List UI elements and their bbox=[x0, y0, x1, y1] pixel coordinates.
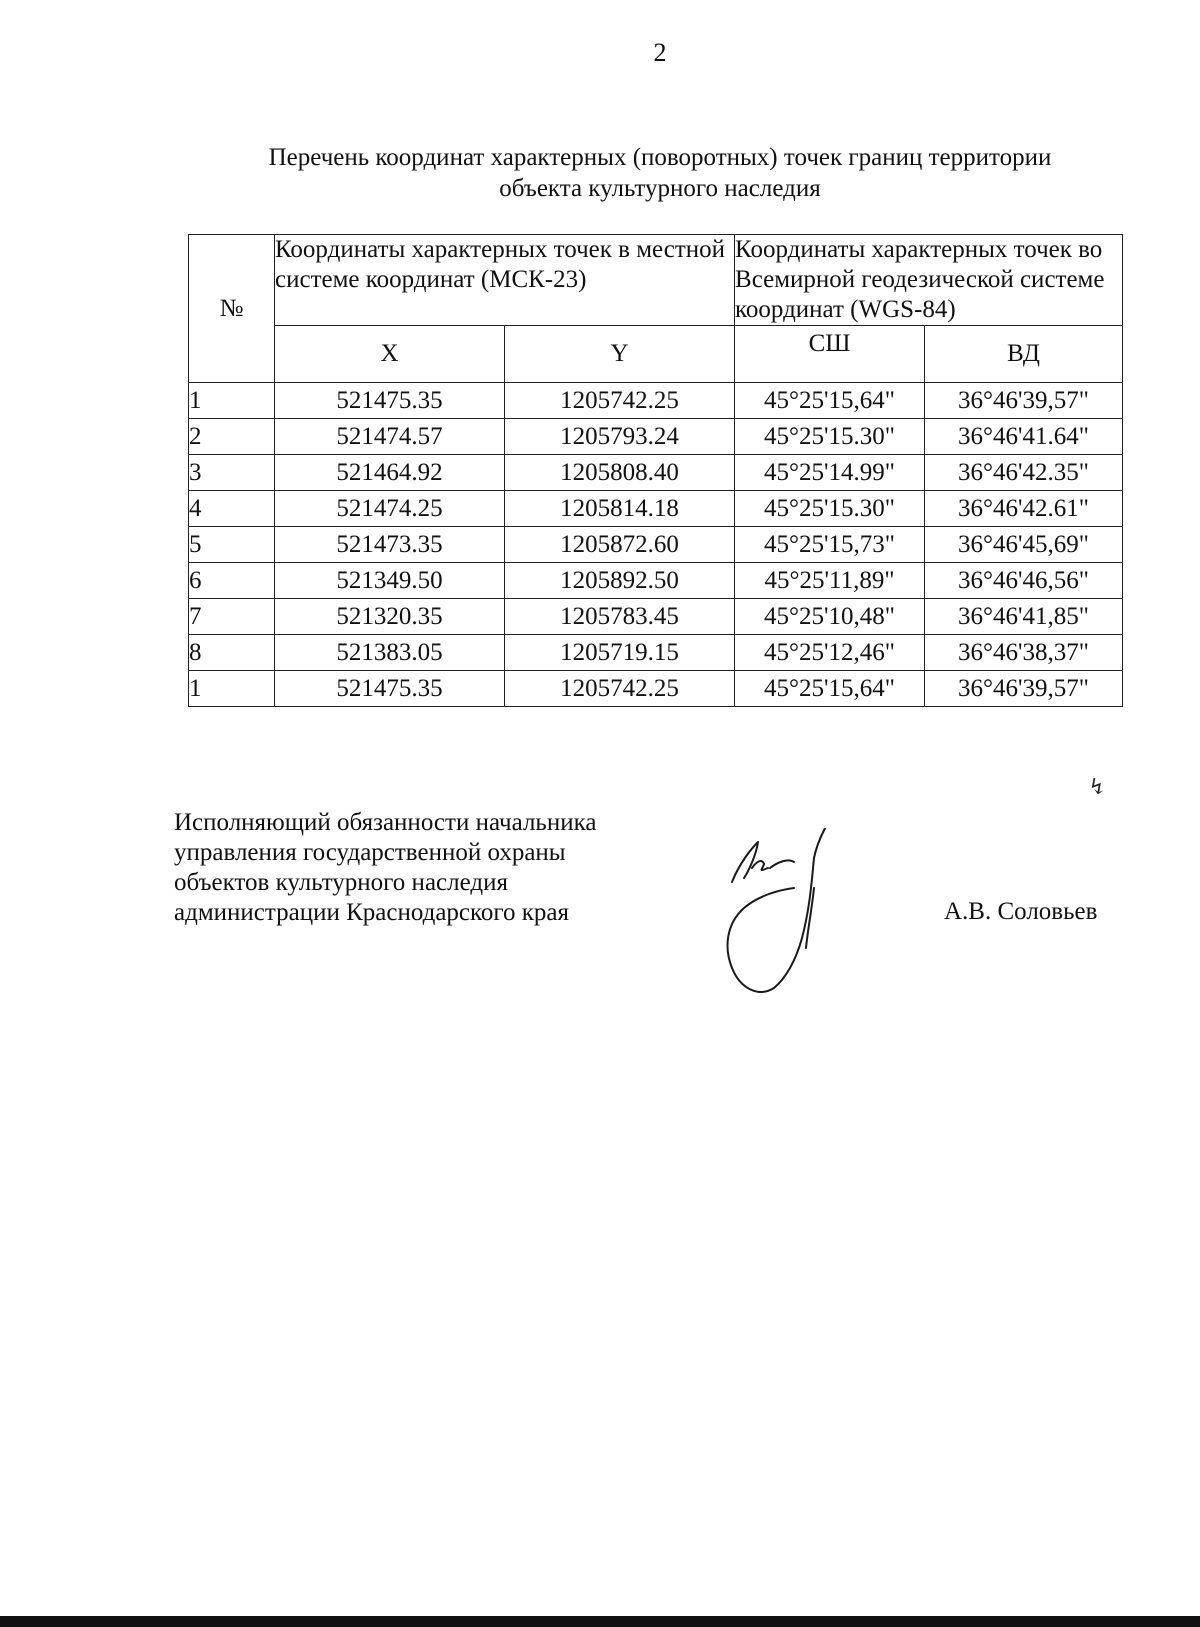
cell-north: 45°25'15,64" bbox=[735, 383, 925, 419]
cell-x: 521383.05 bbox=[275, 635, 505, 671]
title-line-2: объекта культурного наследия bbox=[499, 175, 821, 202]
table-row bbox=[189, 671, 1123, 707]
header-east-longitude: ВД bbox=[925, 326, 1123, 383]
cell-east: 36°46'42.61" bbox=[925, 491, 1123, 527]
header-local-coordinates: Координаты характерных точек в местной системе координат (МСК-23) bbox=[275, 235, 735, 326]
cell-number: 7 bbox=[189, 599, 275, 635]
header-number: № bbox=[189, 235, 275, 383]
cell-y: 1205872.60 bbox=[505, 527, 735, 563]
cell-north: 45°25'15,64" bbox=[735, 671, 925, 707]
cell-x: 521464.92 bbox=[275, 455, 505, 491]
header-x: X bbox=[275, 326, 505, 383]
cell-y: 1205808.40 bbox=[505, 455, 735, 491]
cell-east: 36°46'39,57" bbox=[925, 383, 1123, 419]
cell-north: 45°25'15.30" bbox=[735, 419, 925, 455]
scan-edge-bar bbox=[0, 1616, 1200, 1627]
cell-number: 1 bbox=[189, 383, 275, 419]
cell-east: 36°46'39,57" bbox=[925, 671, 1123, 707]
handwritten-signature-icon bbox=[718, 828, 858, 1033]
table-subheader-row bbox=[189, 326, 1123, 383]
cell-east: 36°46'38,37" bbox=[925, 635, 1123, 671]
table-row bbox=[189, 527, 1123, 563]
signatory-line-4: администрации Краснодарского края bbox=[174, 899, 570, 926]
page-number: 2 bbox=[653, 38, 667, 67]
cell-north: 45°25'12,46" bbox=[735, 635, 925, 671]
cell-number: 5 bbox=[189, 527, 275, 563]
cell-north: 45°25'10,48" bbox=[735, 599, 925, 635]
cell-x: 521474.57 bbox=[275, 419, 505, 455]
cell-number: 4 bbox=[189, 491, 275, 527]
table-row bbox=[189, 491, 1123, 527]
header-y: Y bbox=[505, 326, 735, 383]
signer-name: А.В. Соловьев bbox=[944, 898, 1098, 925]
table-header-row bbox=[189, 235, 1123, 326]
cell-number: 2 bbox=[189, 419, 275, 455]
document-title bbox=[160, 142, 1160, 204]
table-row bbox=[189, 419, 1123, 455]
cell-y: 1205742.25 bbox=[505, 383, 735, 419]
cell-east: 36°46'41.64" bbox=[925, 419, 1123, 455]
cell-x: 521475.35 bbox=[275, 671, 505, 707]
cell-y: 1205793.24 bbox=[505, 419, 735, 455]
cell-north: 45°25'14.99" bbox=[735, 455, 925, 491]
coordinates-table bbox=[188, 234, 1123, 707]
title-line-1: Перечень координат характерных (поворотных) точек границ территории bbox=[268, 144, 1052, 171]
cell-y: 1205742.25 bbox=[505, 671, 735, 707]
cell-east: 36°46'41,85" bbox=[925, 599, 1123, 635]
cell-north: 45°25'15,73" bbox=[735, 527, 925, 563]
signatory-line-2: управления государственной охраны bbox=[174, 839, 566, 866]
header-wgs-coordinates: Координаты характерных точек во Всемирной геодезической системе координат (WGS-84) bbox=[735, 235, 1123, 326]
cell-x: 521474.25 bbox=[275, 491, 505, 527]
cell-east: 36°46'42.35" bbox=[925, 455, 1123, 491]
corner-mark-icon: ↯ bbox=[1088, 774, 1107, 799]
cell-north: 45°25'15.30" bbox=[735, 491, 925, 527]
cell-y: 1205719.15 bbox=[505, 635, 735, 671]
cell-x: 521473.35 bbox=[275, 527, 505, 563]
table-row bbox=[189, 635, 1123, 671]
cell-number: 8 bbox=[189, 635, 275, 671]
cell-number: 3 bbox=[189, 455, 275, 491]
table-row bbox=[189, 563, 1123, 599]
cell-y: 1205783.45 bbox=[505, 599, 735, 635]
cell-x: 521320.35 bbox=[275, 599, 505, 635]
cell-east: 36°46'45,69" bbox=[925, 527, 1123, 563]
cell-y: 1205892.50 bbox=[505, 563, 735, 599]
cell-number: 1 bbox=[189, 671, 275, 707]
table-row bbox=[189, 599, 1123, 635]
table-row bbox=[189, 455, 1123, 491]
cell-x: 521349.50 bbox=[275, 563, 505, 599]
signatory-position bbox=[174, 808, 596, 928]
cell-x: 521475.35 bbox=[275, 383, 505, 419]
signatory-line-1: Исполняющий обязанности начальника bbox=[174, 809, 597, 836]
cell-number: 6 bbox=[189, 563, 275, 599]
cell-y: 1205814.18 bbox=[505, 491, 735, 527]
cell-east: 36°46'46,56" bbox=[925, 563, 1123, 599]
header-north-latitude: СШ bbox=[735, 326, 925, 383]
table-row bbox=[189, 383, 1123, 419]
cell-north: 45°25'11,89" bbox=[735, 563, 925, 599]
signatory-line-3: объектов культурного наследия bbox=[174, 869, 508, 896]
